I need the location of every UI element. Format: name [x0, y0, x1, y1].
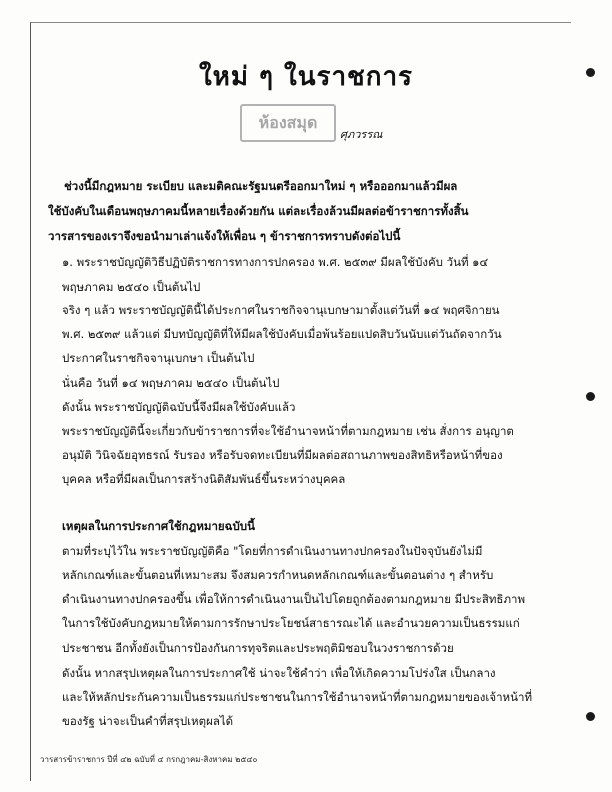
text-line: อนุมัติ วินิจฉัยอุทธรณ์ รับรอง หรือรับจดทะเบียนที่มีผลต่อสถานภาพของสิทธิหรือหน้าที่ของ — [62, 448, 503, 462]
text-line: ดังนั้น หากสรุปเหตุผลในการประกาศใช้ น่าจะใช้คำว่า เพื่อให้เกิดความโปร่งใส เป็นกลาง — [62, 666, 496, 680]
text-line: ประกาศในราชกิจจานุเบกษา เป็นต้นไป — [62, 351, 255, 365]
stamp-text: ห้องสมุด — [258, 112, 318, 132]
section-heading: เหตุผลในการประกาศใช้กฎหมายฉบับนี้ — [62, 519, 255, 533]
text-line: พ.ศ. ๒๕๓๙ แล้วแต่ มีบทบัญญัติที่ให้มีผลใช้บังคับเมื่อพ้นร้อยแปดสิบวันนับแต่วันถัดจากวัน — [62, 327, 502, 341]
punch-hole — [586, 712, 595, 721]
library-stamp — [240, 104, 336, 142]
text-line: นั่นคือ วันที่ ๑๔ พฤษภาคม ๒๕๔๐ เป็นต้นไป — [62, 376, 280, 390]
text-line: พระราชบัญญัตินี้จะเกี่ยวกับข้าราชการที่จะใช้อำนาจหน้าที่ตามกฎหมาย เช่น สั่งการ อนุญาต — [62, 424, 514, 438]
text-line: บุคคล หรือที่มีผลเป็นการสร้างนิติสัมพันธ์ขึ้นระหว่างบุคคล — [62, 472, 346, 486]
text-line: ใช้บังคับในเดือนพฤษภาคมนี้หลายเรื่องด้วยกัน แต่ละเรื่องล้วนมีผลต่อข้าราชการทั้งสิ้น — [48, 204, 469, 218]
text-line: และให้หลักประกันความเป็นธรรมแก่ประชาชนในการใช้อำนาจหน้าที่ตามกฎหมายของเจ้าหน้าที่ — [62, 690, 533, 704]
text-line: จริง ๆ แล้ว พระราชบัญญัตินี้ได้ประกาศในราชกิจจานุเบกษามาตั้งแต่วันที่ ๑๔ พฤศจิกายน — [62, 303, 500, 317]
text-line: พฤษภาคม ๒๕๔๐ เป็นต้นไป — [62, 280, 201, 294]
text-line: ๑. พระราชบัญญัติวิธีปฏิบัติราชการทางการปกครอง พ.ศ. ๒๕๓๙ มีผลใช้บังคับ วันที่ ๑๔ — [62, 255, 489, 269]
text-line: ในการใช้บังคับกฎหมายให้ตามการรักษาประโยชน์สาธารณะได้ และอำนวยความเป็นธรรมแก่ — [62, 616, 520, 630]
text-line: หลักเกณฑ์และขั้นตอนที่เหมาะสม จึงสมควรกำหนดหลักเกณฑ์และขั้นตอนต่าง ๆ สำหรับ — [62, 568, 494, 582]
text-line: วารสารของเราจึงขอนำมาเล่าแจ้งให้เพื่อน ๆ ข้าราชการทราบดังต่อไปนี้ — [48, 229, 401, 243]
punch-hole — [586, 392, 595, 401]
text-line: ตามที่ระบุไว้ใน พระราชบัญญัติคือ "โดยที่การดำเนินงานทางปกครองในปัจจุบันยังไม่มี — [62, 544, 483, 558]
text-line: ดังนั้น พระราชบัญญัติฉบับนี้จึงมีผลใช้บังคับแล้ว — [62, 400, 296, 414]
text-line: ช่วงนี้มีกฎหมาย ระเบียบ และมติคณะรัฐมนตรีออกมาใหม่ ๆ หรือออกมาแล้วมีผล — [64, 179, 458, 193]
page-footer: วารสารข้าราชการ ปีที่ ๔๒ ฉบับที่ ๔ กรกฎาคม-สิงหาคม ๒๕๔๐ — [40, 755, 258, 764]
page-title: ใหม่ ๆ ในราชการ — [198, 62, 414, 92]
byline: ศุภวรรณ — [340, 128, 383, 141]
text-line: ของรัฐ น่าจะเป็นคำที่สรุปเหตุผลได้ — [62, 714, 234, 728]
text-line: ดำเนินงานทางปกครองขึ้น เพื่อให้การดำเนินงานเป็นไปโดยถูกต้องตามกฎหมาย มีประสิทธิภาพ — [62, 592, 526, 606]
text-line: ประชาชน อีกทั้งยังเป็นการป้องกันการทุจริตและประพฤติมิชอบในวงราชการด้วย — [62, 641, 454, 655]
